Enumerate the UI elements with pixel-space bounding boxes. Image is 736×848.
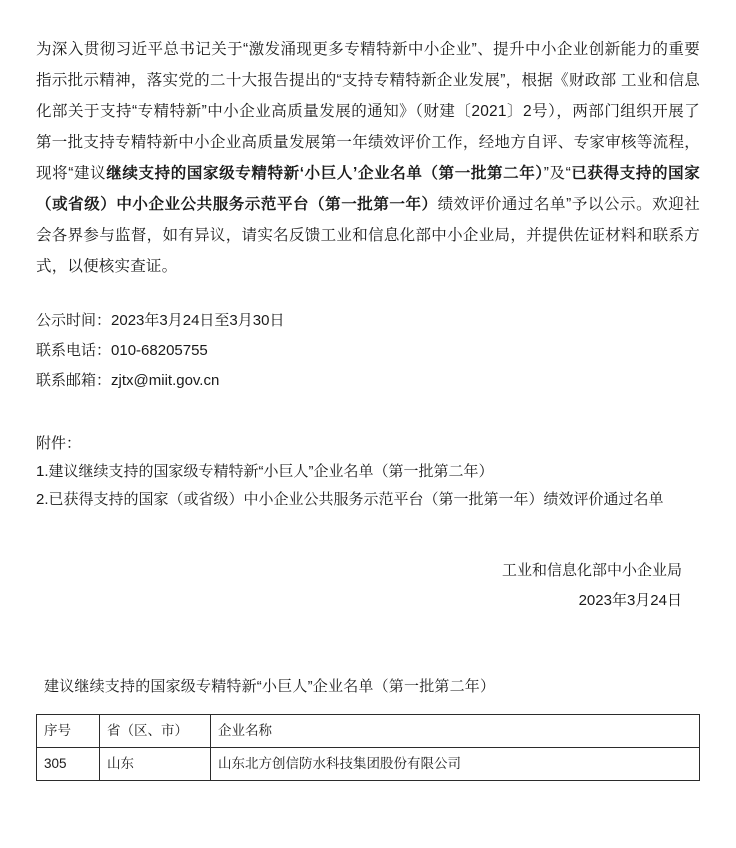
- meta-value-phone: 010-68205755: [111, 342, 208, 359]
- notice-meta: [36, 306, 700, 396]
- meta-row-phone: [36, 336, 700, 366]
- signature-block: [36, 556, 700, 616]
- table-row: [37, 748, 700, 781]
- main-paragraph: [36, 34, 700, 282]
- column-header-enterprise: 企业名称: [211, 715, 700, 748]
- meta-row-announcement-period: [36, 306, 700, 336]
- meta-label-phone: 联系电话：: [36, 342, 112, 359]
- meta-value-email: zjtx@miit.gov.cn: [111, 372, 220, 389]
- column-header-no: 序号: [37, 715, 100, 748]
- column-header-province: 省（区、市）: [100, 715, 211, 748]
- paragraph-segment-0: 为深入贯彻习近平总书记关于“激发涌现更多专精特新中小企业”、提升中小企业创新能力的重要指示批示精神，落实党的二十大报告提出的“支持专精特新企业发展”，根据《财政部 工业和信息化部关于支持“专精特新”中小企业高质量发展的通知》（财建〔2021〕2号），两部门组织开展了第一批支持专精特新中小企业高质量发展第一年绩效评价工作，经地方自评、专家审核等流程，现将“建议: [36, 41, 700, 182]
- cell-province: 山东: [100, 748, 211, 781]
- attachment-item-1: 1.建议继续支持的国家级专精特新“小巨人”企业名单（第一批第二年）: [36, 463, 494, 480]
- meta-row-email: [36, 366, 700, 396]
- meta-label-email: 联系邮箱：: [36, 372, 112, 389]
- cell-no: 305: [37, 748, 100, 781]
- paragraph-segment-4: 绩效评价通过名单”予以公示。欢迎社会各界参与监督，如有异议，请实名反馈工业和信息化部中小企业局，并提供佐证材料和联系方式，以便核实查证。: [36, 196, 700, 275]
- signature-date: 2023年3月24日: [578, 592, 682, 609]
- paragraph-segment-1: 继续支持的国家级专精特新‘小巨人’企业名单（第一批第二年）: [106, 165, 544, 182]
- signature-org: 工业和信息化部中小企业局: [501, 562, 682, 579]
- meta-value-announcement-period: 2023年3月24日至3月30日: [111, 312, 285, 329]
- table-header-row: [37, 715, 700, 748]
- cell-enterprise: 山东北方创信防水科技集团股份有限公司: [211, 748, 700, 781]
- attachment-item-2: 2.已获得支持的国家（或省级）中小企业公共服务示范平台（第一批第一年）绩效评价通过名单: [36, 491, 664, 508]
- paragraph-segment-3: 已获得支持的国家（或省级）中小企业公共服务示范平台（第一批第一年）: [36, 165, 700, 213]
- paragraph-segment-2: ”及“: [543, 165, 571, 182]
- attachments-title: 附件：: [36, 435, 82, 452]
- enterprise-list-table: [36, 714, 700, 781]
- meta-label-announcement-period: 公示时间：: [36, 312, 112, 329]
- table-caption: 建议继续支持的国家级专精特新“小巨人”企业名单（第一批第二年）: [44, 678, 496, 695]
